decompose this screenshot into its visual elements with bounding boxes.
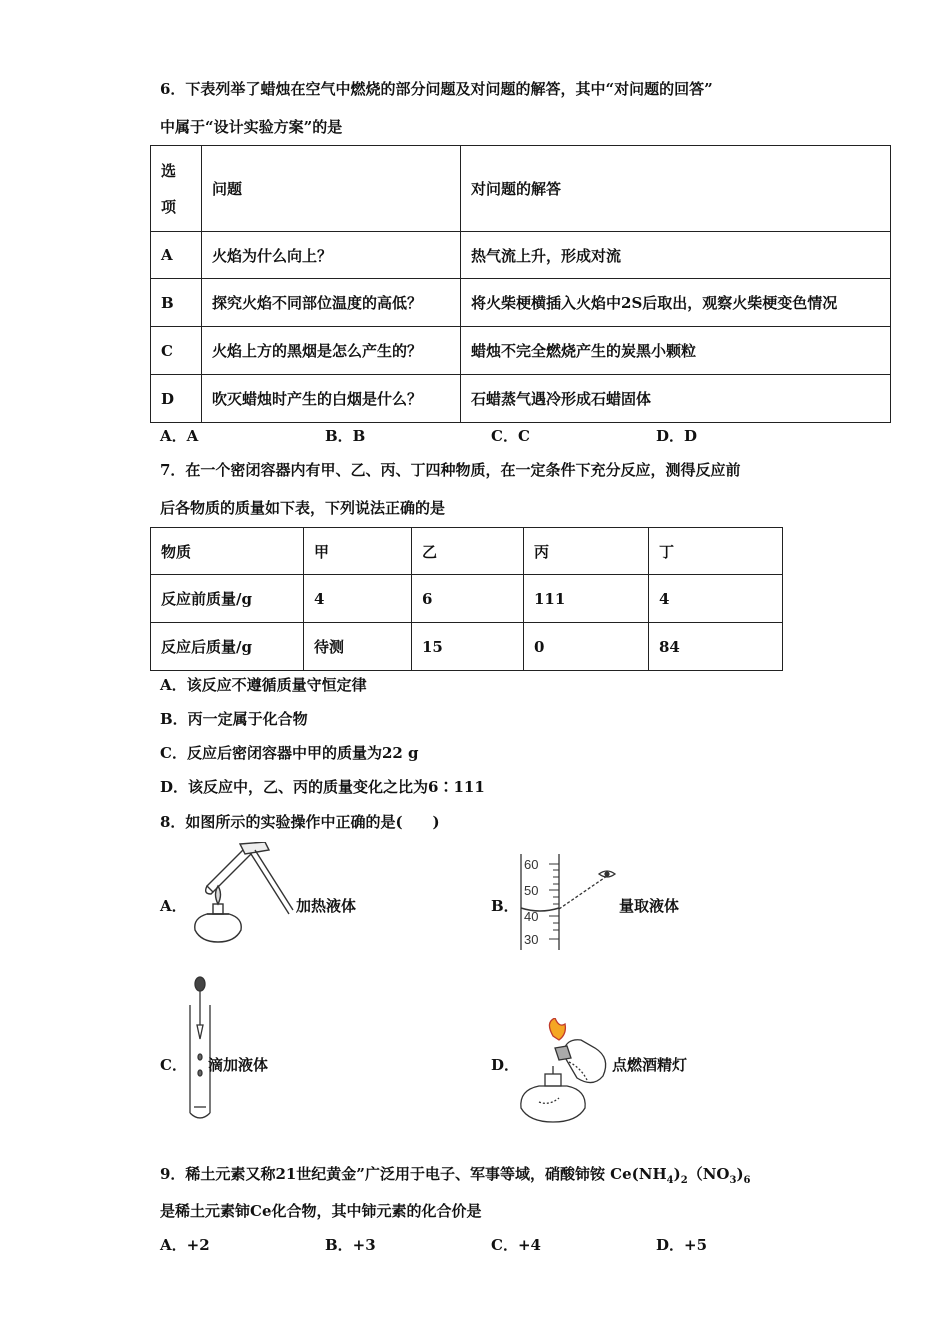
lighting-lamp-figure (515, 1018, 615, 1126)
q9-stem-part: ) (736, 1165, 744, 1183)
scale-tick-label: 60 (524, 857, 539, 872)
alcohol-lamp-icon (195, 914, 242, 942)
q7-cell: 84 (649, 623, 783, 671)
q6-cell-answer: 蜡烛不完全燃烧产生的炭黑小颗粒 (461, 327, 891, 375)
q6-header-option (151, 146, 202, 232)
q6-cell-question: 探究火焰不同部位温度的高低？ (202, 279, 461, 327)
dropper-figure (182, 975, 218, 1125)
q6-stem-line1: 6．下表列举了蜡烛在空气中燃烧的部分问题及对问题的解答，其中“对问题的回答” (160, 80, 713, 98)
q9-choice-d[interactable]: D．+5 (656, 1236, 708, 1254)
table-row (151, 327, 891, 375)
q7-table (150, 527, 783, 671)
q6-choice-b[interactable]: B．B (325, 427, 366, 445)
q8-option-b-letter[interactable]: B． (491, 897, 519, 915)
dropper-bulb-icon (195, 977, 205, 991)
q9-choice-a[interactable]: A．+2 (160, 1236, 210, 1254)
scale-tick-label: 40 (524, 909, 539, 924)
q7-choice-b[interactable]: B．丙一定属于化合物 (160, 710, 308, 728)
q7-cell: 4 (649, 575, 783, 623)
q6-cell-opt: A (151, 232, 202, 279)
q8-option-a-letter[interactable]: A． (160, 897, 187, 915)
q6-cell-answer: 热气流上升，形成对流 (461, 232, 891, 279)
q9-choice-c[interactable]: C．+4 (491, 1236, 541, 1254)
q7-header-yi: 乙 (412, 528, 524, 575)
q7-header-substance: 物质 (151, 528, 304, 575)
q7-cell: 6 (412, 575, 524, 623)
q6-cell-question: 火焰为什么向上？ (202, 232, 461, 279)
table-row (151, 279, 891, 327)
q8-option-a-label: 加热液体 (296, 897, 357, 915)
table-row (151, 528, 783, 575)
table-row (151, 146, 891, 232)
q7-choice-d[interactable]: D．该反应中，乙、丙的质量变化之比为6∶111 (160, 778, 485, 796)
q9-stem-line1 (160, 1163, 751, 1186)
q7-cell: 待测 (304, 623, 412, 671)
q6-cell-opt: D (151, 375, 202, 423)
subscript: 3 (729, 1175, 737, 1186)
q6-header-question: 问题 (202, 146, 461, 232)
q8-option-d-letter[interactable]: D． (491, 1056, 520, 1074)
q6-choice-c[interactable]: C．C (491, 427, 530, 445)
q8-option-c-label: 滴加液体 (208, 1056, 269, 1074)
q7-header-bing: 丙 (524, 528, 649, 575)
q6-header-option-b: 项 (161, 197, 177, 216)
q7-choice-a[interactable]: A．该反应不遵循质量守恒定律 (160, 676, 367, 694)
flame-icon (549, 1018, 565, 1040)
table-row (151, 375, 891, 423)
q8-option-b-label: 量取液体 (619, 897, 680, 915)
q6-cell-question: 吹灭蜡烛时产生的白烟是什么？ (202, 375, 461, 423)
q6-choice-a[interactable]: A．A (160, 427, 199, 445)
q9-stem-part: 9．稀土元素又称21世纪黄金”广泛用于电子、军事等域，硝酸铈铵 Ce(NH (160, 1165, 667, 1183)
q7-cell: 4 (304, 575, 412, 623)
q9-stem-part: ) (673, 1165, 681, 1183)
subscript: 4 (666, 1175, 674, 1186)
q7-stem-line1: 7．在一个密闭容器内有甲、乙、丙、丁四种物质，在一定条件下充分反应，测得反应前 (160, 461, 741, 479)
q6-cell-answer: 将火柴梗横插入火焰中2S后取出，观察火柴梗变色情况 (461, 279, 891, 327)
q6-header-answer: 对问题的解答 (461, 146, 891, 232)
alcohol-lamp-icon (521, 1086, 585, 1122)
q9-stem-part: （NO (687, 1165, 730, 1183)
table-row (151, 575, 783, 623)
q6-cell-answer: 石蜡蒸气遇冷形成石蜡固体 (461, 375, 891, 423)
q7-cell: 反应后质量/g (151, 623, 304, 671)
q7-cell: 15 (412, 623, 524, 671)
q6-stem-line2: 中属于“设计实验方案”的是 (160, 118, 343, 136)
q7-cell: 反应前质量/g (151, 575, 304, 623)
q6-cell-opt: B (151, 279, 202, 327)
scale-tick-label: 50 (524, 883, 539, 898)
q6-cell-question: 火焰上方的黑烟是怎么产生的？ (202, 327, 461, 375)
q7-header-jia: 甲 (304, 528, 412, 575)
q6-header-option-a: 选 (161, 161, 177, 180)
q8-option-c-letter[interactable]: C． (160, 1056, 187, 1074)
q8-option-d-label: 点燃酒精灯 (612, 1056, 688, 1074)
subscript: 2 (680, 1175, 688, 1186)
table-row (151, 232, 891, 279)
subscript: 6 (743, 1175, 751, 1186)
q9-stem-line2: 是稀土元素铈Ce化合物，其中铈元素的化合价是 (160, 1202, 482, 1220)
q7-stem-line2: 后各物质的质量如下表，下列说法正确的是 (160, 499, 446, 517)
table-row (151, 623, 783, 671)
q8-stem: 8．如图所示的实验操作中正确的是( ) (160, 813, 440, 831)
measuring-cylinder-figure (515, 850, 625, 954)
q7-header-ding: 丁 (649, 528, 783, 575)
q7-choice-c[interactable]: C．反应后密闭容器中甲的质量为22 g (160, 744, 419, 762)
q6-choice-d[interactable]: D．D (656, 427, 698, 445)
test-tube-icon (207, 848, 251, 892)
q7-cell: 111 (524, 575, 649, 623)
q7-cell: 0 (524, 623, 649, 671)
scale-tick-label: 30 (524, 932, 539, 947)
test-tube-holder-icon (240, 842, 269, 854)
heating-liquid-figure (185, 842, 300, 952)
q9-choice-b[interactable]: B．+3 (325, 1236, 376, 1254)
q6-table (150, 145, 891, 423)
q6-cell-opt: C (151, 327, 202, 375)
